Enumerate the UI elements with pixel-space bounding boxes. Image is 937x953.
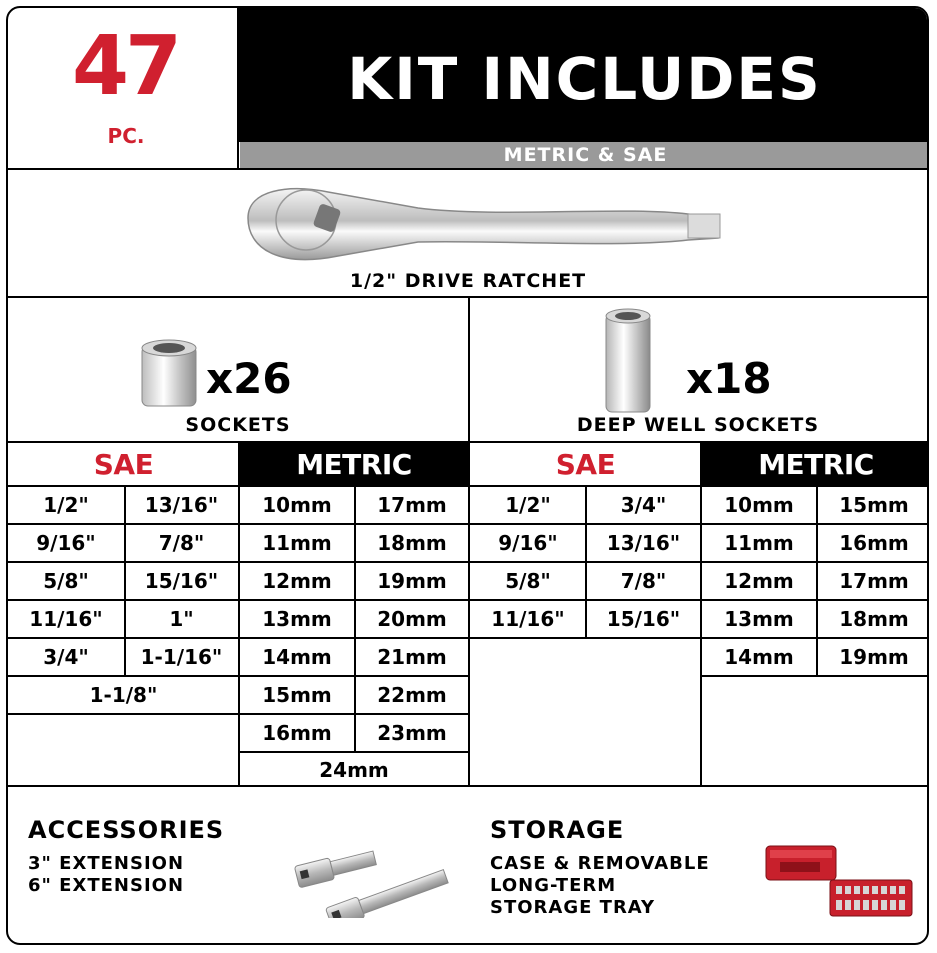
right-sae-cell: 13/16" <box>606 531 681 555</box>
right-sae-cell: 1/2" <box>505 493 551 517</box>
right-metric-header: METRIC <box>701 443 929 485</box>
left-sae-cell: 9/16" <box>36 531 96 555</box>
left-sae-cell: 5/8" <box>43 569 89 593</box>
left-metric-cell: 20mm <box>377 607 447 631</box>
left-metric-cell: 14mm <box>262 645 332 669</box>
ratchet-label: 1/2" DRIVE RATCHET <box>349 270 587 292</box>
left-sae-cell: 13/16" <box>144 493 219 517</box>
left-sae-cell: 3/4" <box>43 645 89 669</box>
left-metric-cell: 23mm <box>377 721 447 745</box>
left-sae-cell: 1-1/16" <box>140 645 223 669</box>
left-metric-cell: 18mm <box>377 531 447 555</box>
left-metric-cell: 13mm <box>262 607 332 631</box>
right-metric-cell: 12mm <box>724 569 794 593</box>
left-metric-cell: 19mm <box>377 569 447 593</box>
right-metric-cell: 13mm <box>724 607 794 631</box>
right-sae-cell: 11/16" <box>491 607 565 631</box>
page-title: KIT INCLUDES <box>347 45 822 113</box>
right-metric-cell: 19mm <box>839 645 909 669</box>
kit-card <box>6 6 929 945</box>
ratchet-image <box>218 178 728 268</box>
left-metric-cell: 11mm <box>262 531 332 555</box>
left-sae-cell: 1-1/8" <box>89 683 158 707</box>
left-sae-header: SAE <box>93 447 154 481</box>
left-metric-cell: 22mm <box>377 683 447 707</box>
left-sae-cell: 1" <box>169 607 194 631</box>
storage-title: STORAGE <box>490 816 625 844</box>
left-metric-cell: 10mm <box>262 493 332 517</box>
left-sae-cell: 1/2" <box>43 493 89 517</box>
left-metric-cell: 15mm <box>262 683 332 707</box>
storage-line: LONG-TERM <box>490 875 617 896</box>
storage-line: STORAGE TRAY <box>490 897 656 918</box>
right-sae-cell: 15/16" <box>606 607 681 631</box>
left-sae-cell: 15/16" <box>144 569 219 593</box>
right-sae-cell: 5/8" <box>505 569 551 593</box>
piece-count: 47 <box>71 19 179 114</box>
right-sae-cell: 3/4" <box>620 493 667 517</box>
right-metric-cell: 16mm <box>839 531 909 555</box>
accessories-title: ACCESSORIES <box>28 816 225 844</box>
left-metric-cell: 24mm <box>319 758 389 782</box>
sockets-qty: x26 <box>206 354 292 403</box>
left-metric-cell: 12mm <box>262 569 332 593</box>
right-metric-cell: 10mm <box>724 493 794 517</box>
subtitle: METRIC & SAE <box>503 144 668 166</box>
right-metric-cell: 11mm <box>724 531 794 555</box>
socket-icon <box>136 338 202 410</box>
right-metric-cell: 15mm <box>839 493 909 517</box>
right-sae-header: SAE <box>555 447 616 481</box>
storage-case-image <box>760 836 920 926</box>
piece-count-suffix: PC. <box>107 124 145 148</box>
accessory-item: 6" EXTENSION <box>28 875 185 896</box>
right-metric-cell: 14mm <box>724 645 794 669</box>
storage-line: CASE & REMOVABLE <box>490 853 710 874</box>
left-sae-cell: 7/8" <box>158 531 205 555</box>
extensions-image <box>288 838 458 918</box>
right-metric-cell: 18mm <box>839 607 909 631</box>
deep-sockets-label: DEEP WELL SOCKETS <box>576 414 820 436</box>
deep-socket-icon <box>602 306 654 416</box>
accessory-item: 3" EXTENSION <box>28 853 185 874</box>
left-sae-cell: 11/16" <box>29 607 103 631</box>
right-metric-cell: 17mm <box>839 569 909 593</box>
sockets-label: SOCKETS <box>185 414 291 436</box>
left-metric-cell: 17mm <box>377 493 447 517</box>
right-sae-cell: 9/16" <box>498 531 558 555</box>
left-metric-cell: 21mm <box>377 645 447 669</box>
left-metric-cell: 16mm <box>262 721 332 745</box>
deep-sockets-qty: x18 <box>686 354 772 403</box>
right-sae-cell: 7/8" <box>620 569 667 593</box>
left-metric-header: METRIC <box>239 443 469 485</box>
